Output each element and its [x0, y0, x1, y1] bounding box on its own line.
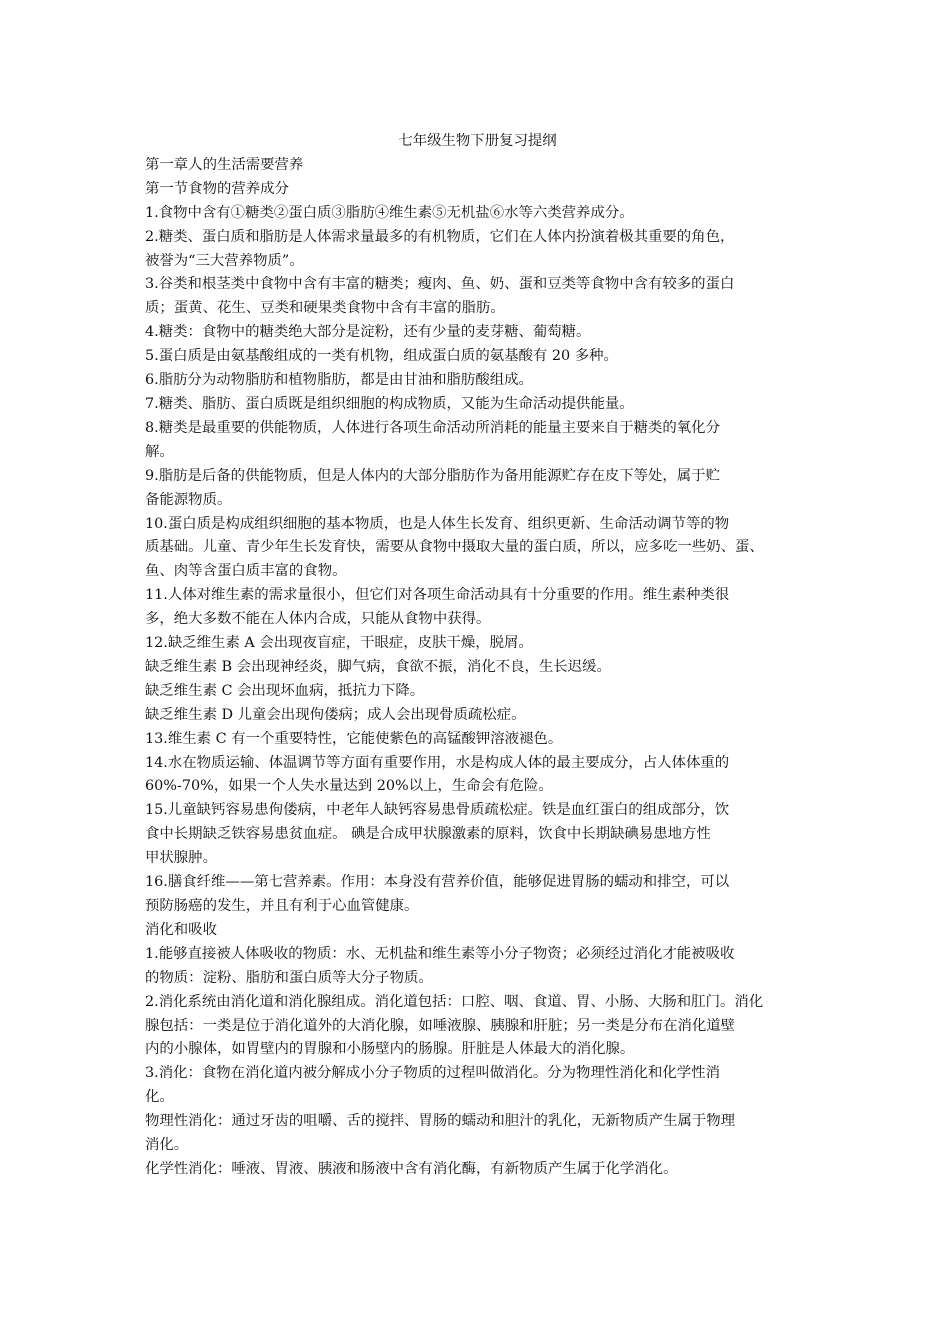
- document-body: [145, 154, 810, 1182]
- text-line: 12.缺乏维生素 A 会出现夜盲症，干眼症，皮肤干燥，脱屑。: [145, 635, 533, 652]
- text-line: 内的小腺体，如胃壁内的胃腺和小肠壁内的肠腺。肝脏是人体最大的消化腺。: [145, 1041, 635, 1058]
- text-line: 4.糖类：食物中的糖类绝大部分是淀粉，还有少量的麦芽糖、葡萄糖。: [145, 324, 591, 341]
- text-line: 预防肠癌的发生，并且有利于心血管健康。: [145, 898, 419, 914]
- text-line: 的物质：淀粉、脂肪和蛋白质等大分子物质。: [145, 969, 433, 986]
- text-line: 备能源物质。: [145, 491, 232, 508]
- text-line: 化。: [145, 1089, 174, 1106]
- text-line: 2.糖类、蛋白质和脂肪是人体需求量最多的有机物质，它们在人体内扮演着极其重要的角色，: [145, 228, 735, 245]
- text-line: 3.消化：食物在消化道内被分解成小分子物质的过程叫做消化。分为物理性消化和化学性消: [145, 1065, 720, 1082]
- document-title: 七年级生物下册复习提纲: [398, 133, 557, 149]
- text-line: 7.糖类、脂肪、蛋白质既是组织细胞的构成物质，又能为生命活动提供能量。: [145, 395, 634, 412]
- text-line: 13.维生素 C 有一个重要特性，它能使紫色的高锰酸钾溶液褪色。: [145, 730, 563, 747]
- text-line: 质；蛋黄、花生、豆类和硬果类食物中含有丰富的脂肪。: [145, 300, 505, 317]
- text-line: 第一章人的生活需要营养: [145, 156, 304, 173]
- text-line: 消化和吸收: [145, 921, 217, 938]
- text-line: 3.谷类和根茎类中食物中含有丰富的糖类；瘦肉、鱼、奶、蛋和豆类等食物中含有较多的蛋白: [145, 276, 735, 293]
- text-line: 食中长期缺乏铁容易患贫血症。 碘是合成甲状腺激素的原料，饮食中长期缺碘易患地方性: [145, 826, 711, 843]
- document-page: [145, 130, 810, 1182]
- text-line: 11.人体对维生素的需求量很小，但它们对各项生命活动具有十分重要的作用。维生素种类很: [145, 587, 730, 604]
- text-line: 被誉为“三大营养物质”。: [145, 252, 304, 269]
- text-line: 缺乏维生素 B 会出现神经炎，脚气病，食欲不振，消化不良，生长迟缓。: [145, 658, 611, 675]
- text-line: 多，绝大多数不能在人体内合成，只能从食物中获得。: [145, 611, 491, 628]
- text-line: 9.脂肪是后备的供能物质，但是人体内的大部分脂肪作为备用能源贮存在皮下等处，属于贮: [145, 467, 720, 484]
- text-line: 质基础。儿童、青少年生长发育快，需要从食物中摄取大量的蛋白质，所以，应多吃一些奶、蛋、: [145, 539, 764, 556]
- text-line: 8.糖类是最重要的供能物质，人体进行各项生命活动所消耗的能量主要来自于糖类的氧化分: [145, 419, 720, 436]
- text-line: 6.脂肪分为动物脂肪和植物脂肪，都是由甘油和脂肪酸组成。: [145, 372, 533, 389]
- text-line: 15.儿童缺钙容易患佝偻病，中老年人缺钙容易患骨质疏松症。铁是血红蛋白的组成部分，饮: [145, 802, 730, 819]
- text-line: 缺乏维生素 C 会出现坏血病，抵抗力下降。: [145, 682, 425, 699]
- text-line: 1.能够直接被人体吸收的物质：水、无机盐和维生素等小分子物资；必须经过消化才能被吸收: [145, 945, 735, 962]
- text-line: 解。: [145, 443, 174, 460]
- text-line: 16.膳食纤维——第七营养素。作用：本身没有营养价值，能够促进胃肠的蠕动和排空，可以: [145, 874, 730, 891]
- text-line: 甲状腺肿。: [145, 850, 217, 867]
- text-line: 消化。: [145, 1137, 189, 1154]
- text-line: 10.蛋白质是构成组织细胞的基本物质，也是人体生长发育、组织更新、生命活动调节等的物: [145, 515, 730, 532]
- text-line: 物理性消化：通过牙齿的咀嚼、舌的搅拌、胃肠的蠕动和胆汁的乳化，无新物质产生属于物理: [145, 1113, 736, 1130]
- text-line: 鱼、肉等含蛋白质丰富的食物。: [145, 563, 347, 580]
- text-line: 第一节食物的营养成分: [145, 180, 289, 197]
- text-line: 化学性消化：唾液、胃液、胰液和肠液中含有消化酶，有新物质产生属于化学消化。: [145, 1160, 678, 1177]
- text-line: 2.消化系统由消化道和消化腺组成。消化道包括：口腔、咽、食道、胃、小肠、大肠和肛门。消化: [145, 993, 764, 1010]
- text-line: 腺包括：一类是位于消化道外的大消化腺，如唾液腺、胰腺和肝脏；另一类是分布在消化道壁: [145, 1017, 736, 1034]
- text-line: 1.食物中含有①糖类②蛋白质③脂肪④维生素⑤无机盐⑥水等六类营养成分。: [145, 204, 634, 221]
- text-line: 5.蛋白质是由氨基酸组成的一类有机物，组成蛋白质的氨基酸有 20 多种。: [145, 348, 618, 365]
- text-line: 14.水在物质运输、体温调节等方面有重要作用，水是构成人体的最主要成分，占人体体重的: [145, 754, 730, 771]
- text-line: 60%-70%，如果一个人失水量达到 20%以上，生命会有危险。: [145, 778, 553, 795]
- text-line: 缺乏维生素 D 儿童会出现佝偻病；成人会出现骨质疏松症。: [145, 706, 526, 723]
